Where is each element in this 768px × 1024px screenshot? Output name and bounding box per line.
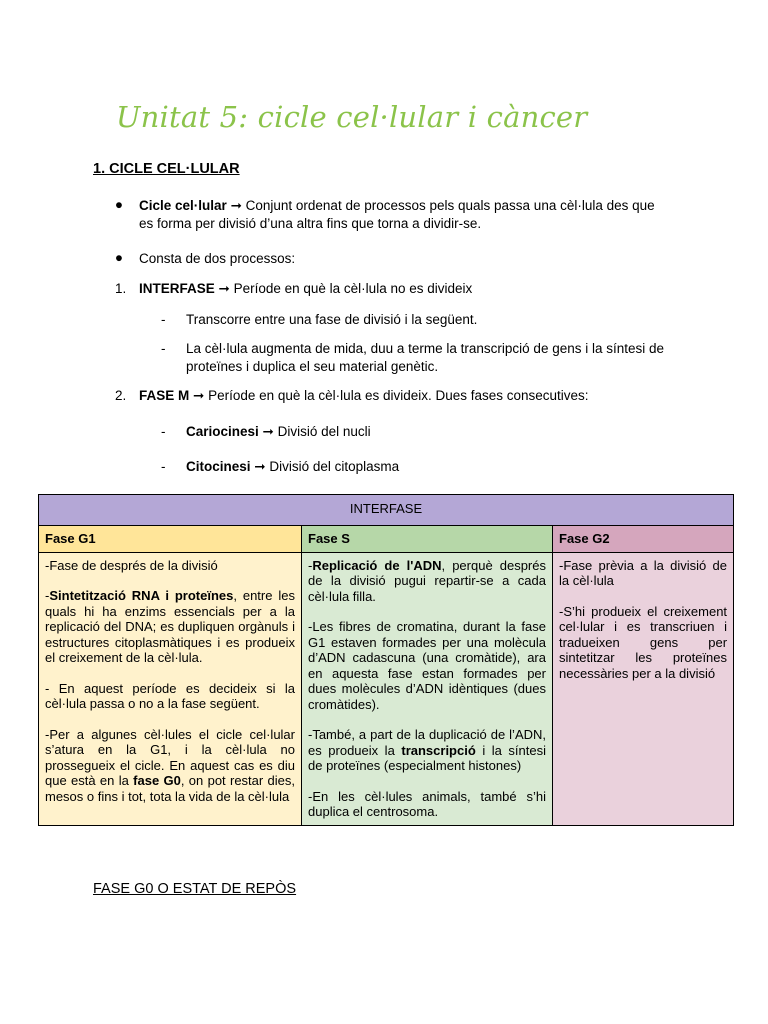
- list-item-interfase: [139, 280, 679, 298]
- g1-paragraph: [45, 588, 295, 666]
- dash-marker: -: [161, 312, 166, 327]
- arrow-icon: ➞: [254, 459, 266, 474]
- list-number: 2.: [115, 388, 127, 403]
- s-paragraph: [308, 727, 546, 774]
- citocinesi-text: Divisió del citoplasma: [265, 459, 400, 474]
- cariocinesi-text: Divisió del nucli: [273, 424, 371, 439]
- g1-paragraph: [45, 727, 295, 805]
- interfase-table: [38, 494, 734, 826]
- text-run: i la síntesi de proteïnes (especialment histones): [308, 742, 546, 773]
- fase-m-text: Període en què la cèl·lula es divideix. Dues fases consecutives:: [204, 388, 589, 403]
- term-cariocinesi: Cariocinesi: [186, 424, 259, 439]
- section-heading-cicle: 1. CICLE CEL·LULAR: [93, 161, 240, 177]
- cell-g2: [553, 552, 734, 825]
- dash-marker: -: [161, 424, 166, 439]
- text-run: , entre les quals hi ha enzims essencials per a la replicació del DNA; es dupliquen orgànuls i estructures citoplasmàtiques i es produeix el creixement de la cèl·lula.: [45, 588, 295, 665]
- arrow-icon: ➞: [230, 198, 242, 213]
- list-item-fase-m: [139, 387, 699, 405]
- term-cicle: Cicle cel·lular: [139, 198, 227, 213]
- bold-run: transcripció: [401, 742, 476, 758]
- text-run: -: [45, 588, 50, 603]
- g1-paragraph: - En aquest període es decideix si la cèl·lula passa o no a la fase següent.: [45, 680, 295, 711]
- dash-marker: -: [161, 459, 166, 474]
- text-run: -Per a algunes cèl·lules el cicle cel·lular s’atura en la G1, i la cèl·lula no prossegueix el cicle. En aquest cas es diu que està en la: [45, 726, 295, 788]
- term-interfase: INTERFASE: [139, 281, 215, 296]
- s-paragraph: [308, 558, 546, 605]
- list-number: 1.: [115, 281, 127, 296]
- text-run: , perquè després de la divisió pugui repartir-se a cada cèl·lula filla.: [308, 557, 546, 604]
- g2-paragraph: -Fase prèvia a la divisió de la cèl·lula: [559, 557, 728, 588]
- page-title: Unitat 5: cicle cel·lular i càncer: [116, 100, 588, 134]
- text-run: -També, a part de la duplicació de l’ADN, es produeix la: [308, 727, 546, 758]
- s-paragraph: -En les cèl·lules animals, també s’hi duplica el centrosoma.: [308, 788, 546, 819]
- bullet-cicle-definition: [139, 197, 669, 233]
- interfase-text: Període en què la cèl·lula no es divideix: [229, 281, 473, 296]
- sub-item-citocinesi: [186, 458, 399, 476]
- sub-item-cariocinesi: [186, 423, 371, 441]
- bullet-dot: ●: [114, 250, 124, 265]
- definition-text: Conjunt ordenat de processos pels quals passa una cèl·lula des que es forma per divisió d’una altra fins que torna a dividir-se.: [139, 198, 655, 231]
- term-fase-m: FASE M: [139, 388, 190, 403]
- column-header-g1: Fase G1: [39, 526, 302, 553]
- arrow-icon: ➞: [262, 424, 274, 439]
- g2-paragraph: -S’hi produeix el creixement cel·lular i es transcriuen i tradueixen gens per sintetitzar les proteïnes necessàries per a la divisió: [559, 603, 728, 681]
- bullet-processos: Consta de dos processos:: [139, 251, 296, 266]
- bold-run: fase G0: [133, 773, 181, 788]
- term-citocinesi: Citocinesi: [186, 459, 251, 474]
- cell-g1: [39, 552, 302, 825]
- cell-s: [302, 552, 553, 825]
- g1-paragraph: -Fase de després de la divisió: [45, 557, 218, 573]
- dash-marker: -: [161, 341, 166, 356]
- text-run: -: [308, 557, 313, 573]
- sub-item: Transcorre entre una fase de divisió i la següent.: [186, 312, 478, 327]
- arrow-icon: ➞: [193, 388, 205, 403]
- column-header-g2: Fase G2: [553, 526, 734, 553]
- sub-item: La cèl·lula augmenta de mida, duu a terme la transcripció de gens i la síntesi de proteïnes i duplica el seu material genètic.: [186, 341, 665, 374]
- bold-run: Replicació de l'ADN: [312, 557, 442, 573]
- arrow-icon: ➞: [218, 281, 230, 296]
- bold-run: Sintetització RNA i proteïnes: [49, 588, 234, 603]
- text-run: , on pot restar dies, mesos o fins i tot, tota la vida de la cèl·lula: [45, 773, 296, 804]
- table-header-interfase: INTERFASE: [39, 495, 734, 526]
- column-header-s: Fase S: [302, 526, 553, 553]
- s-paragraph: -Les fibres de cromatina, durant la fase G1 estaven formades per una molècula d’ADN cadascuna (una cromàtide), ara en aquesta fase estan formades per dues molècules d’ADN idèntiques (dues cromàtides).: [308, 619, 546, 712]
- bullet-dot: ●: [114, 197, 124, 212]
- section-heading-fase-g0: FASE G0 O ESTAT DE REPÒS: [93, 881, 297, 897]
